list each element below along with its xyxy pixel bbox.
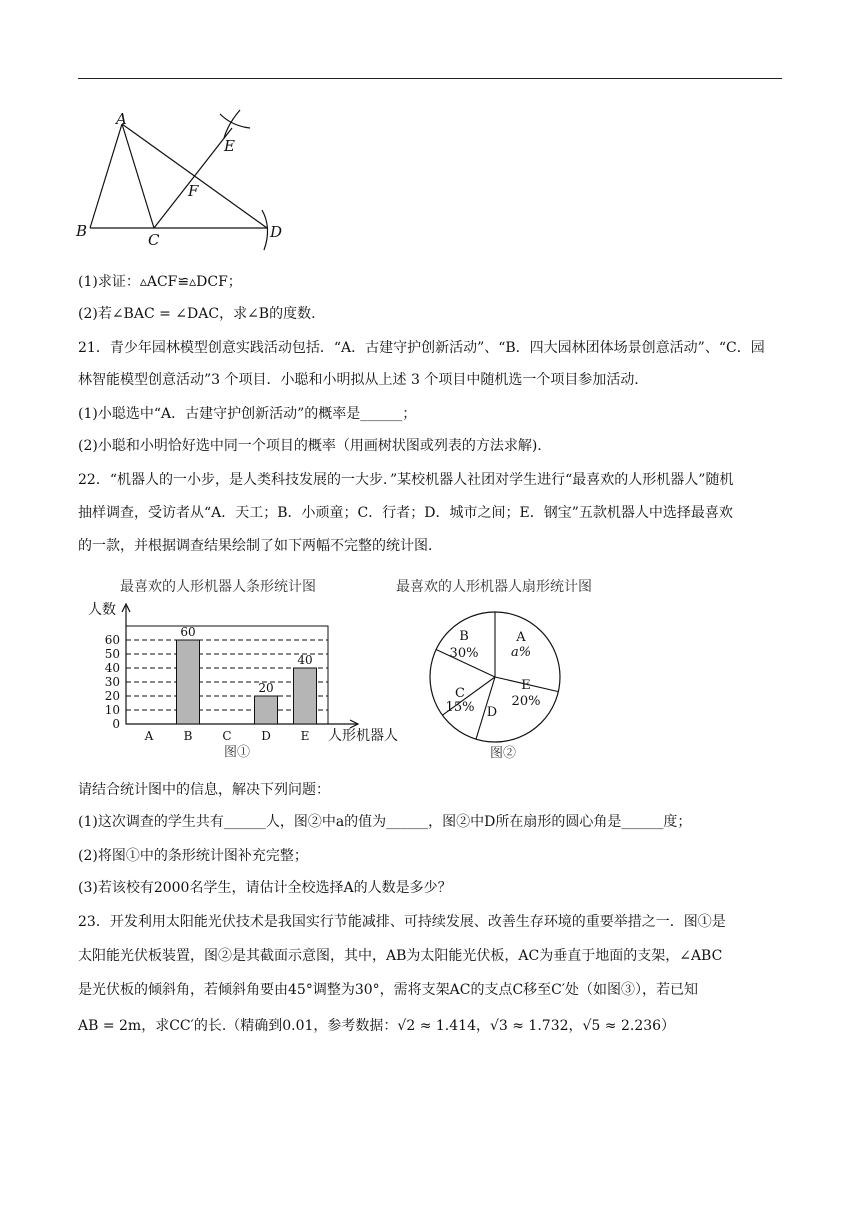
q21-part2: (2)小聪和小明恰好选中同一个项目的概率（用画树状图或列表的方法求解). bbox=[78, 438, 542, 454]
bar-chart-y-tick-label: 30 bbox=[104, 675, 120, 689]
q22-stem-line1: 22．“机器人的一小步，是人类科技发展的一大步．”某校机器人社团对学生进行“最喜欢的人形机器人”随机 bbox=[78, 472, 734, 488]
label-B: B bbox=[76, 222, 88, 240]
bar-data-label-E: 40 bbox=[297, 653, 313, 667]
pie-slice-label-E: E bbox=[521, 678, 531, 693]
q20-part1: (1)求证：▵ACF≌▵DCF； bbox=[78, 274, 242, 290]
q21-stem-line2: 林智能模型创意活动”3 个项目．小聪和小明拟从上述 3 个项目中随机选一个项目参加活动． bbox=[78, 372, 649, 388]
q23-line2: 太阳能光伏板装置，图②是其截面示意图，其中，AB为太阳能光伏板，AC为垂直于地面的支架，∠ABC bbox=[78, 948, 723, 964]
q22-part2: (2)将图①中的条形统计图补充完整； bbox=[78, 848, 308, 864]
bar-data-label-D: 20 bbox=[258, 681, 274, 695]
pie-chart-title: 最喜欢的人形机器人扇形统计图 bbox=[396, 579, 592, 595]
ray-CE bbox=[154, 128, 232, 228]
q23-line4: AB = 2m，求CC′的长.（精确到0.01，参考数据：√2 ≈ 1.414，√3 ≈ 1.732，√5 ≈ 2.236） bbox=[78, 1018, 676, 1034]
bar-chart-x-tick-label: C bbox=[222, 729, 232, 743]
bar-data-label-B: 60 bbox=[180, 625, 196, 639]
bar-chart-y-tick-label: 40 bbox=[104, 661, 120, 675]
pie-slice-label-B: B bbox=[459, 629, 469, 644]
pie-slice-value-A: a% bbox=[510, 645, 532, 660]
arc-D bbox=[262, 210, 268, 250]
bar-chart-x-tick-label: E bbox=[300, 729, 310, 743]
bar-chart-x-tick-label: B bbox=[183, 729, 193, 743]
bar-chart-y-tick-label: 50 bbox=[104, 647, 120, 661]
bar-chart-ylabel: 人数 bbox=[88, 602, 116, 618]
arc-E2 bbox=[224, 110, 240, 138]
pie-slice-value-B: 30% bbox=[449, 646, 479, 661]
bar-chart-y-tick-label: 0 bbox=[112, 717, 120, 731]
pie-slice-label-A: A bbox=[516, 630, 526, 645]
q22-stem-line2: 抽样调查，受访者从“A．天工；B．小顽童；C．行者；D．城市之间；E．钢宝”五款机器人中选择最喜欢 bbox=[78, 505, 733, 521]
bar-D bbox=[255, 696, 278, 724]
q20-part2: (2)若∠BAC = ∠DAC，求∠B的度数. bbox=[78, 306, 316, 322]
bar-chart-x-tick-label: D bbox=[261, 729, 271, 743]
pie-slice-value-E: 20% bbox=[511, 694, 541, 709]
triangle-construction-figure bbox=[74, 108, 300, 254]
pie-slice-label-C: C bbox=[455, 686, 465, 701]
label-F: F bbox=[188, 182, 199, 200]
bar-E bbox=[294, 668, 317, 724]
bar-chart-xlabel: 人形机器人 bbox=[328, 728, 398, 744]
label-D: D bbox=[270, 223, 283, 241]
bar-chart-y-tick-label: 60 bbox=[104, 633, 120, 647]
header-rule bbox=[78, 78, 782, 79]
pie-chart bbox=[390, 574, 620, 770]
bar-chart-y-tick-label: 10 bbox=[104, 703, 120, 717]
q22-part3: (3)若该校有2000名学生，请估计全校选择A的人数是多少？ bbox=[78, 880, 452, 896]
bar-chart bbox=[84, 574, 420, 770]
q21-part1: (1)小聪选中“A．古建守护创新活动”的概率是______； bbox=[78, 406, 417, 422]
q23-line1: 23．开发利用太阳能光伏技术是我国实行节能减排、可持续发展、改善生存环境的重要举措之一．图①是 bbox=[78, 914, 726, 930]
label-C: C bbox=[148, 231, 160, 249]
q22-prompt: 请结合统计图中的信息，解决下列问题： bbox=[78, 782, 330, 798]
label-A: A bbox=[116, 110, 127, 128]
segment-AC bbox=[122, 124, 154, 228]
bar-chart-caption: 图① bbox=[224, 745, 251, 760]
pie-slice-value-C: 15% bbox=[445, 700, 475, 715]
q22-part1: (1)这次调查的学生共有______人，图②中a的值为______，图②中D所在扇形的圆心角是______度； bbox=[78, 814, 692, 830]
bar-chart-x-tick-label: A bbox=[144, 729, 154, 743]
bar-B bbox=[177, 640, 200, 724]
q23-line3: 是光伏板的倾斜角，若倾斜角要由45°调整为30°，需将支架AC的支点C移至C′处（如图③），若已知 bbox=[78, 982, 699, 998]
q21-stem-line1: 21．青少年园林模型创意实践活动包括．“A．古建守护创新活动”、“B．四大园林团体场景创意活动”、“C．园 bbox=[78, 340, 765, 356]
pie-slice-label-D: D bbox=[486, 705, 498, 720]
bar-chart-title: 最喜欢的人形机器人条形统计图 bbox=[120, 579, 316, 595]
segment-AB bbox=[90, 124, 122, 228]
bar-chart-y-tick-label: 20 bbox=[104, 689, 120, 703]
pie-chart-caption: 图② bbox=[490, 746, 517, 761]
q22-stem-line3: 的一款，并根据调查结果绘制了如下两幅不完整的统计图． bbox=[78, 538, 442, 554]
label-E: E bbox=[224, 137, 235, 155]
